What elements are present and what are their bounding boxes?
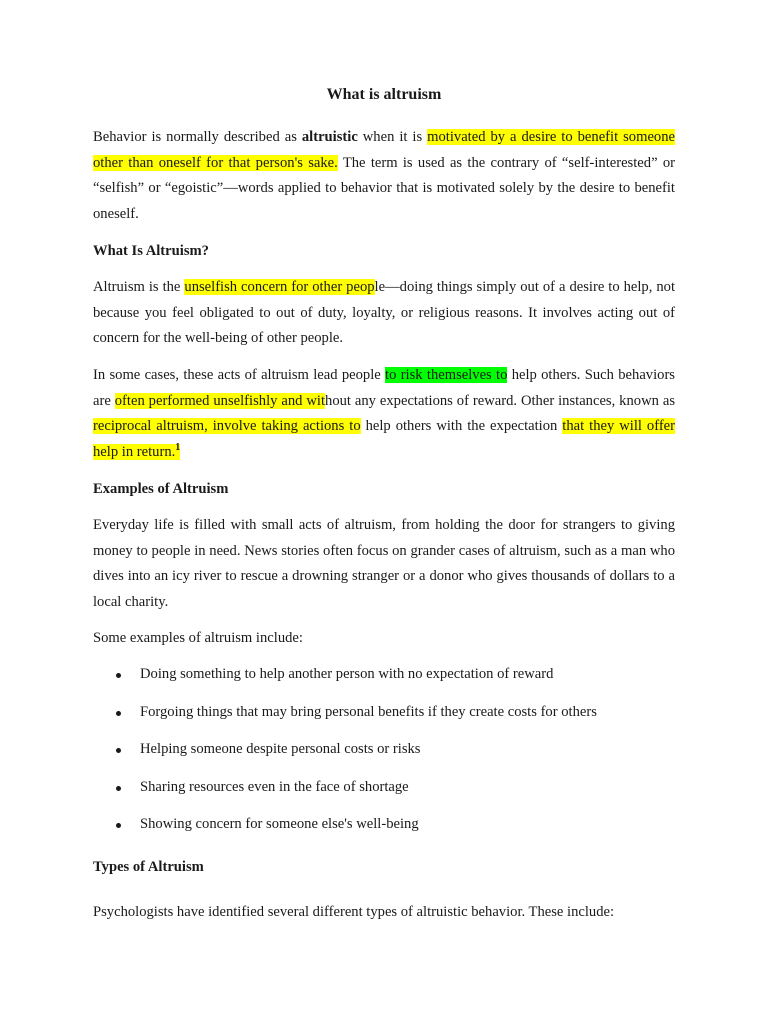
list-item: Forgoing things that may bring personal benefits if they create costs for others (93, 700, 693, 738)
intro-text-2: when it is (357, 129, 428, 145)
bullet-icon (116, 786, 121, 791)
list-item: Sharing resources even in the face of shortage (93, 775, 693, 813)
types-paragraph: Psychologists have identified several different types of altruistic behavior. These include: (93, 904, 615, 920)
intro-paragraph (93, 125, 675, 227)
cases-highlight-1: often performed unselfishly and wit (114, 392, 326, 409)
some-examples-paragraph: Some examples of altruism include: (93, 630, 303, 646)
cases-green-highlight: to risk themselves to (385, 367, 508, 383)
what-text-2: le—doing things simply out of a desire to help, not because you feel obligated to out of duty, loyalty, or religious reasons. It involves acting out of concern for the well-being of other people. (93, 279, 676, 347)
cases-text-4: help others with the expectation (360, 418, 563, 435)
bullet-icon (116, 748, 121, 753)
list-item: Showing concern for someone else's well-being (93, 812, 693, 850)
cases-highlight-2: reciprocal altruism, involve taking actions to (93, 418, 361, 435)
intro-text-3: The term is used as the contrary of “self-interested” or “selfish” or “egoistic”—words applied to behavior that is motivated solely by the desire to benefit oneself. (93, 154, 676, 222)
cases-text-2: help others. Such behaviors are (93, 367, 675, 409)
cases-text-1: In some cases, these acts of altruism lead people (93, 367, 386, 383)
cases-text-3: hout any expectations of reward. Other instances, known as (325, 392, 675, 409)
intro-highlight: motivated by a desire to benefit someone other than oneself for that person's sake. (93, 129, 675, 171)
bullet-icon (116, 711, 121, 716)
examples-list (93, 662, 693, 850)
bullet-icon (116, 673, 121, 678)
heading-what-is-altruism: What Is Altruism? (93, 243, 209, 259)
altruistic-term: altruistic (301, 129, 358, 145)
cases-paragraph (93, 363, 675, 465)
document-title: What is altruism (326, 86, 442, 103)
bullet-icon (116, 823, 121, 828)
everyday-paragraph: Everyday life is filled with small acts of altruism, from holding the door for strangers to giving money to people in need. News stories often focus on grander cases of altruism, such as a man who dives into an icy river to rescue a drowning stranger or a donor who gives thousands of dollars to a local charity. (93, 517, 675, 610)
list-item: Helping someone despite personal costs or risks (93, 737, 693, 775)
heading-examples: Examples of Altruism (93, 481, 229, 497)
footnote-ref: 1 (175, 441, 181, 453)
what-text-1: Altruism is the (93, 279, 185, 295)
what-highlight: unselfish concern for other peop (184, 279, 375, 295)
cases-highlight-3-text: that they will offer help in return. (93, 418, 676, 460)
intro-text-1: Behavior is normally described as (93, 129, 302, 145)
what-paragraph (93, 275, 675, 352)
heading-types: Types of Altruism (93, 859, 204, 875)
list-item: Doing something to help another person with no expectation of reward (93, 662, 693, 700)
